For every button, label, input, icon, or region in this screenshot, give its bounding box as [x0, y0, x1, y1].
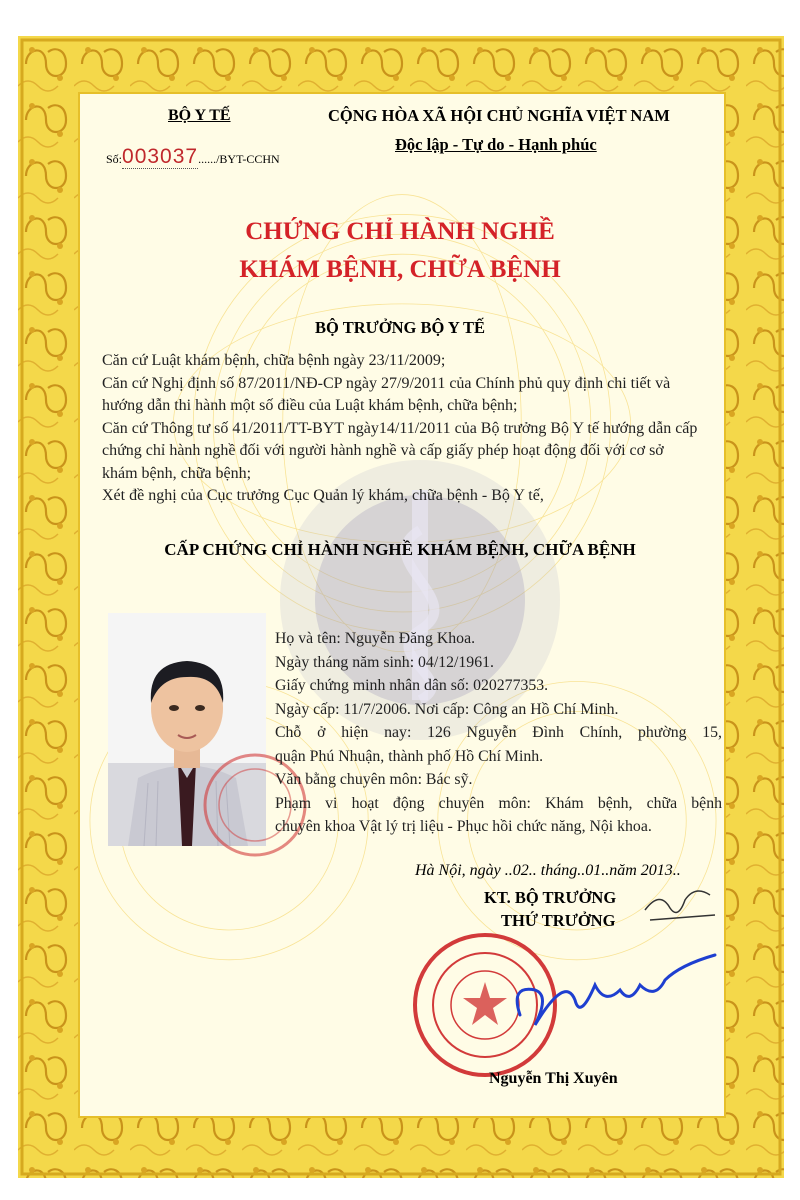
holder-dob: Ngày tháng năm sinh: 04/12/1961. — [275, 653, 494, 671]
date-dots: .. — [504, 862, 513, 879]
basis-circular: Căn cứ Thông tư số 41/2011/TT-BYT ngày14/11/2011 của Bộ trưởng Bộ Y tế hướng dẫn cấp chứng chỉ hành nghề đối với người hành nghề và cấp giấy phép hoạt động đối với cơ sở khám bệnh, chữa bệnh; — [102, 419, 698, 482]
date-day: 02 — [512, 862, 529, 879]
serial-value: 003037 — [122, 145, 199, 168]
holder-address-line2: quận Phú Nhuận, thành phố Hồ Chí Minh. — [275, 747, 544, 765]
certificate-title-line2: KHÁM BỆNH, CHỮA BỆNH — [239, 256, 561, 283]
republic-name: CỘNG HÒA XÃ HỘI CHỦ NGHĨA VIỆT NAM — [328, 106, 670, 125]
date-month-label: tháng — [540, 862, 578, 879]
holder-degree: Văn bằng chuyên môn: Bác sỹ. — [275, 771, 473, 788]
signer-name: Nguyễn Thị Xuyên — [489, 1070, 618, 1087]
grant-heading: CẤP CHỨNG CHỈ HÀNH NGHỀ KHÁM BỆNH, CHỮA BỆNH — [164, 540, 636, 559]
issue-date — [415, 862, 681, 880]
date-year-label: năm 20 — [609, 862, 657, 879]
date-dots: .. — [672, 862, 681, 879]
basis-decree: Căn cứ Nghị định số 87/2011/NĐ-CP ngày 27/9/2011 của Chính phủ quy định chi tiết và hướng dẫn thi hành một số điều của Luật khám bệnh, chữa bệnh; — [102, 374, 671, 414]
holder-id-number: Giấy chứng minh nhân dân số: 020277353. — [275, 677, 549, 694]
signer-title-line2: THỨ TRƯỞNG — [501, 911, 616, 930]
basis-proposal: Xét đề nghị của Cục trưởng Cục Quản lý khám, chữa bệnh - Bộ Y tế, — [102, 487, 544, 504]
signer-title-line1: KT. BỘ TRƯỞNG — [484, 888, 617, 907]
serial-suffix: /BYT-CCHN — [216, 152, 280, 166]
date-prefix: Hà Nội, ngày — [415, 862, 501, 879]
holder-id-issue: Ngày cấp: 11/7/2006. Nơi cấp: Công an Hồ Chí Minh. — [275, 700, 619, 718]
date-dots: .. — [601, 862, 610, 879]
holder-name: Họ và tên: Nguyễn Đăng Khoa. — [275, 630, 476, 647]
initials-mark-icon — [640, 880, 720, 930]
holder-address-line1: Chỗ ở hiện nay: 126 Nguyễn Đình Chính, phường 15, — [275, 724, 722, 741]
issuer-heading: BỘ TRƯỞNG BỘ Y TẾ — [315, 318, 485, 337]
date-month: 01 — [585, 862, 602, 879]
basis-law: Căn cứ Luật khám bệnh, chữa bệnh ngày 23/11/2009; — [102, 352, 446, 369]
holder-scope-line1: Phạm vi hoạt động chuyên môn: Khám bệnh, chữa bệnh — [275, 794, 722, 812]
holder-details — [275, 627, 722, 839]
legal-basis — [102, 350, 702, 508]
date-year-suffix: 13 — [656, 862, 673, 879]
serial-number — [106, 145, 280, 169]
holder-scope-line2: chuyên khoa Vật lý trị liệu - Phục hồi chức năng, Nội khoa. — [275, 818, 652, 835]
ministry-name: BỘ Y TẾ — [168, 107, 231, 124]
handwritten-signature-icon — [505, 945, 725, 1045]
date-dots: .. — [577, 862, 586, 879]
serial-prefix: Số: — [106, 152, 123, 166]
national-motto: Độc lập - Tự do - Hạnh phúc — [395, 135, 597, 154]
serial-dots: ...... — [198, 152, 217, 166]
date-dots: .. — [528, 862, 537, 879]
certificate-title-line1: CHỨNG CHỈ HÀNH NGHỀ — [245, 218, 555, 245]
